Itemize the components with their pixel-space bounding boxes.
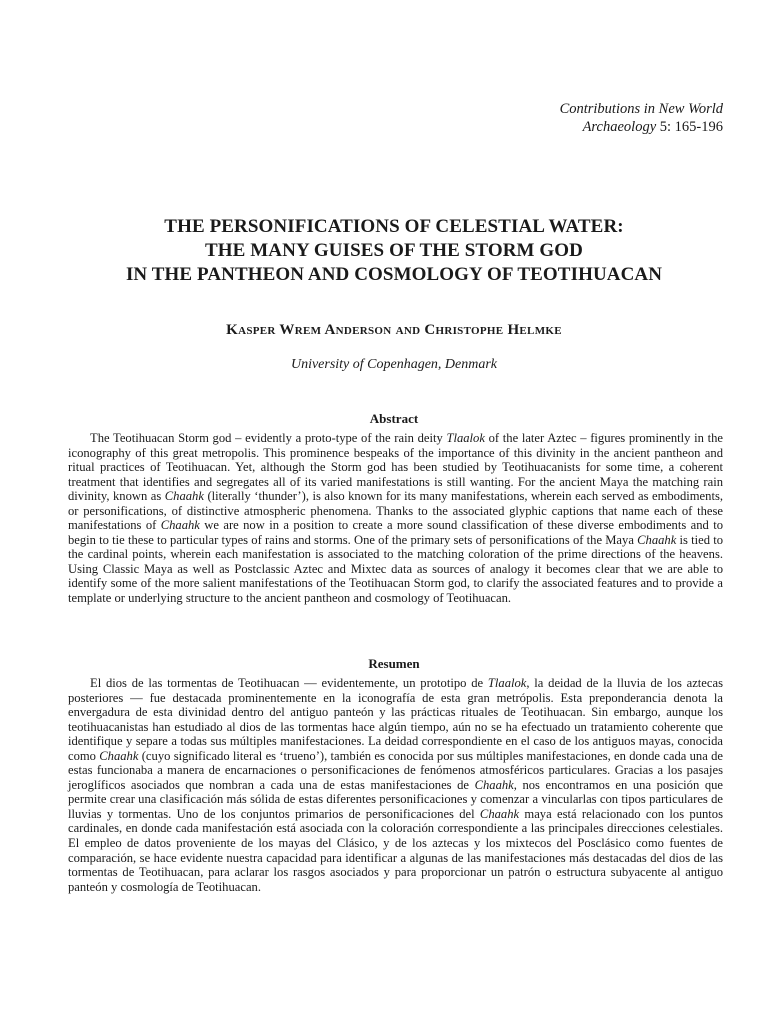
- resumen-text-2: , la deidad de la lluvia de los aztecas posteriores — fue destacada prominentemente en la iconografía de esta gran metrópolis. Esta preponderancia denota la envergadura de esta divinidad dentro del antiguo panteón y las prácticas rituales de Teotihuacan. Sin embargo, aunque los teotihuacanistas han estudiado al dios de las tormentas hace algún tiempo, aún no se ha efectuado un tratamiento coherente que identifique y separe a todas sus múltiples manifestaciones. La deidad correspondiente en el caso de los antiguos mayas, conocida como: [68, 676, 723, 763]
- paper-title: [40, 215, 748, 287]
- resumen-term-chaahk-2: Chaahk: [474, 777, 514, 792]
- resumen-text-4: , nos encontramos en una posición que permite crear una clasificación más sólida de estas diferentes personificaciones y comenzar a vincularlas con tipos particulares de lluvias y tormentas. Uno de los conjuntos primarios de personificaciones del: [68, 777, 724, 821]
- journal-citation: [560, 100, 723, 136]
- resumen-body: [68, 676, 723, 894]
- title-line-2: THE MANY GUISES OF THE STORM GOD: [205, 240, 583, 261]
- affiliation: University of Copenhagen, Denmark: [290, 357, 498, 372]
- resumen-term-chaahk-1: Chaahk: [99, 748, 139, 763]
- abstract-text-3: (literally ‘thunder’), is also known for its many manifestations, wherein each served as embodiments, or personifications, of distinctive atmospheric phenomena. Thanks to the associated glyphic captions that name each of these manifestations of: [68, 489, 723, 533]
- journal-line-1: Contributions in New World: [559, 101, 723, 117]
- abstract-body: [68, 431, 723, 606]
- resumen-text-1: El dios de las tormentas de Teotihuacan — evidentemente, un prototipo de: [90, 676, 488, 690]
- abstract-term-chaahk-1: Chaahk: [164, 489, 204, 504]
- abstract-term-chaahk-3: Chaahk: [637, 532, 677, 547]
- abstract-term-chaahk-2: Chaahk: [160, 518, 200, 533]
- abstract-term-tlaalok: Tlaalok: [446, 431, 485, 445]
- abstract-heading: Abstract: [369, 411, 419, 426]
- journal-name-italic: Archaeology: [582, 119, 657, 135]
- resumen-heading: Resumen: [368, 656, 420, 671]
- resumen-term-tlaalok: Tlaalok: [487, 676, 527, 690]
- resumen-term-chaahk-3: Chaahk: [479, 806, 520, 821]
- authors: Kasper Wrem Anderson and Christophe Helmke: [226, 322, 562, 338]
- abstract-text-4: we are now in a position to create a more sound classification of these diverse embodiments and to begin to tie these to particular types of rains and storms. One of the primary sets of personifications of the Maya: [68, 518, 723, 547]
- resumen-text-5: maya está relacionado con los puntos cardinales, en donde cada manifestación está asociada con la coloración correspondiente a las principales direcciones celestiales. El empleo de datos proveniente de los mayas del Clásico, y de los aztecas y los mixtecos del Posclásico como fuentes de comparación, se hace evidente nuestra capacidad para identificar a algunas de las manifestaciones más destacadas del dios de las tormentas de Teotihuacan, para aclarar los rasgos asociados y para proporcionar un patrón o estructura subyacente al antiguo panteón y cosmología de Teotihuacan.: [68, 806, 723, 894]
- title-line-3: IN THE PANTHEON AND COSMOLOGY OF TEOTIHUACAN: [125, 264, 663, 285]
- title-line-1: THE PERSONIFICATIONS OF CELESTIAL WATER:: [164, 216, 624, 237]
- resumen-text-3: (cuyo significado literal es ‘trueno’), también es conocida por sus múltiples manifestaciones, en donde cada una de estas funcionaba a manera de encarnaciones o personificaciones de fenómenos atmosféricos particulares. Gracias a los pasajes jeroglíficos asociados que nombran a cada una de estas manifestaciones de: [68, 748, 723, 792]
- journal-volume-pages: 5: 165-196: [656, 119, 723, 135]
- abstract-text-5: is tied to the cardinal points, wherein each manifestation is associated to the matching coloration of the prime directions of the heavens. Using Classic Maya as well as Postclassic Aztec and Mixtec data as sources of analogy it becomes clear that we are able to identify some of the more salient manifestations of the Teotihuacan Storm god, to clarify the associated features and to provide a template or underlying structure to the ancient pantheon and cosmology of Teotihuacan.: [68, 532, 724, 606]
- abstract-text-1: The Teotihuacan Storm god – evidently a proto-type of the rain deity: [90, 431, 447, 445]
- journal-line-2: [560, 118, 723, 136]
- abstract-text-2: of the later Aztec – figures prominently in the iconography of this great metropolis. This prominence bespeaks of the importance of this divinity in the ancient pantheon and ritual practices of Teotihuacan. Yet, although the Storm god has been studied by Teotihuacanists for some time, a coherent treatment that identifies and segregates all of its varied manifestations is still wanting. For the ancient Maya the matching rain divinity, known as: [68, 431, 723, 504]
